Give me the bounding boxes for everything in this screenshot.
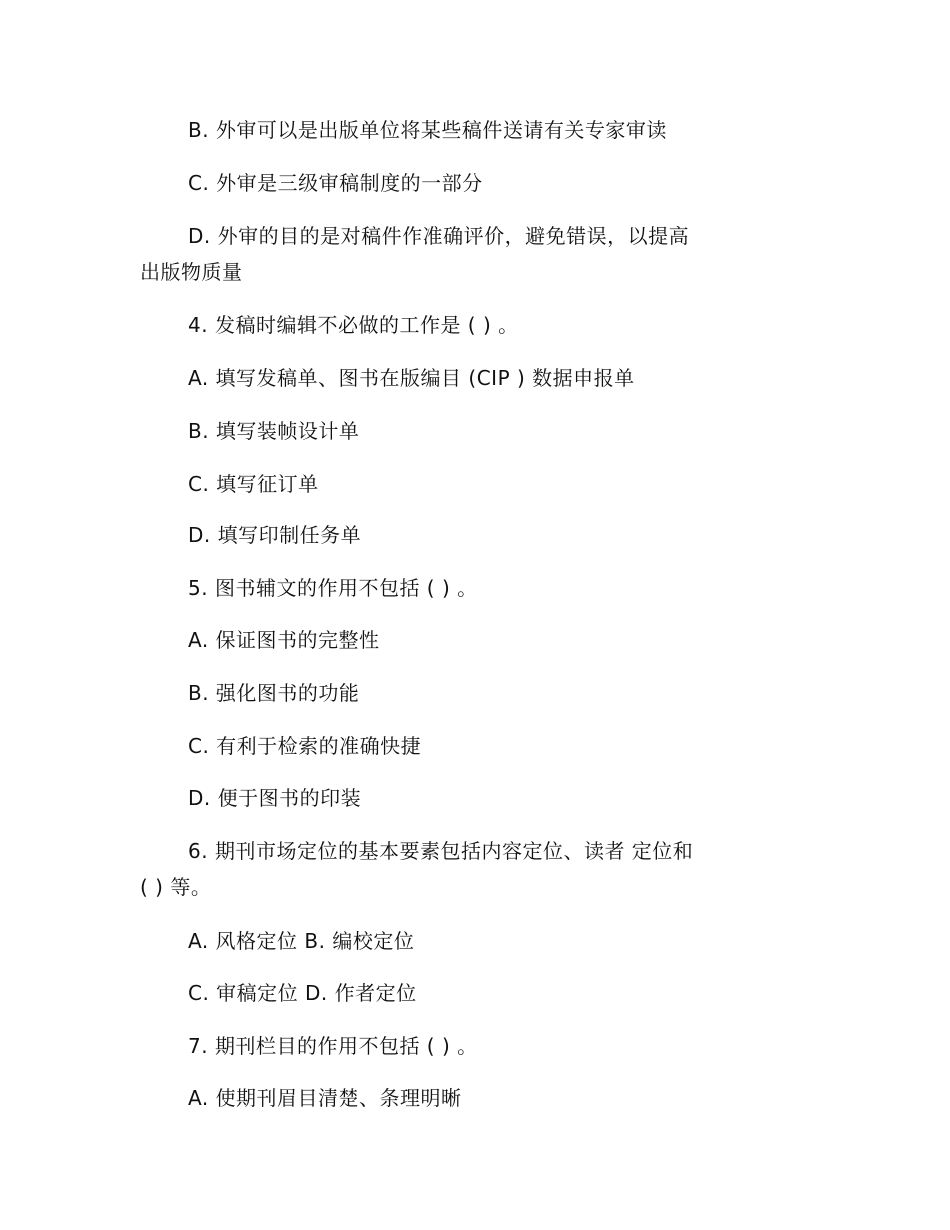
question-7: 7. 期刊栏目的作用不包括 ( ) 。 bbox=[188, 1034, 478, 1058]
option-3d-line1: D. 外审的目的是对稿件作准确评价，避免错误，以提高 bbox=[188, 224, 690, 248]
question-6-line2: ( ) 等。 bbox=[140, 875, 212, 899]
question-6-line1: 6. 期刊市场定位的基本要素包括内容定位、读者 定位和 bbox=[188, 839, 694, 863]
option-5a: A. 保证图书的完整性 bbox=[188, 628, 380, 652]
option-5d: D. 便于图书的印装 bbox=[188, 786, 362, 810]
question-5: 5. 图书辅文的作用不包括 ( ) 。 bbox=[188, 576, 478, 600]
question-4: 4. 发稿时编辑不必做的工作是 ( ) 。 bbox=[188, 313, 519, 337]
option-4a: A. 填写发稿单、图书在版编目 (CIP ) 数据申报单 bbox=[188, 366, 635, 390]
option-3c: C. 外审是三级审稿制度的一部分 bbox=[188, 171, 483, 195]
option-4c: C. 填写征订单 bbox=[188, 472, 319, 496]
option-3d-line2: 出版物质量 bbox=[140, 260, 243, 284]
option-7a: A. 使期刊眉目清楚、条理明晰 bbox=[188, 1086, 462, 1110]
options-6ab: A. 风格定位 B. 编校定位 bbox=[188, 929, 415, 953]
option-4b: B. 填写装帧设计单 bbox=[188, 419, 360, 443]
option-5c: C. 有利于检索的准确快捷 bbox=[188, 734, 422, 758]
option-4d: D. 填写印制任务单 bbox=[188, 523, 362, 547]
options-6cd: C. 审稿定位 D. 作者定位 bbox=[188, 981, 417, 1005]
option-3b: B. 外审可以是出版单位将某些稿件送请有关专家审读 bbox=[188, 118, 667, 142]
option-5b: B. 强化图书的功能 bbox=[188, 681, 360, 705]
